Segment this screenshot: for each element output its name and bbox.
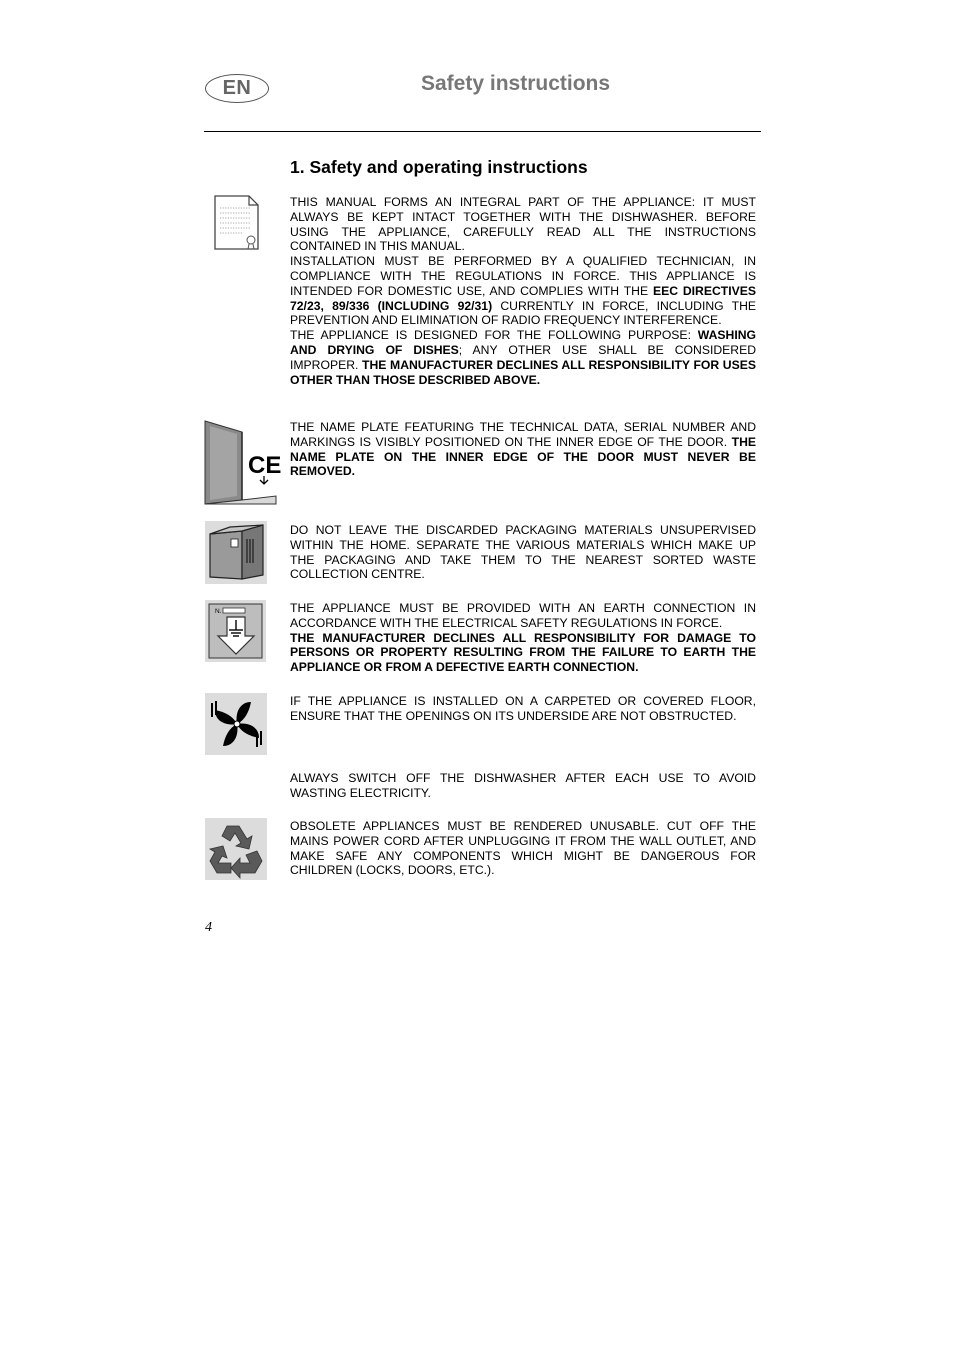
fan-icon	[205, 693, 267, 755]
earth-disclaimer-text: THE MANUFACTURER DECLINES ALL RESPONSIBILITY FOR DAMAGE TO PERSONS OR PROPERTY RESULTING FROM THE FAILURE TO EARTH THE APPLIANCE OR FROM A DEFECTIVE EARTH CONNECTION.	[290, 630, 756, 675]
language-code: EN	[222, 77, 252, 99]
packaging-box-icon	[205, 521, 267, 584]
manual-text-3c: ; ANY OTHER USE SHALL BE CONSIDERED IMPROPER.	[290, 342, 757, 372]
carpet-paragraph: IF THE APPLIANCE IS INSTALLED ON A CARPETED OR COVERED FLOOR, ENSURE THAT THE OPENINGS ON ITS UNDERSIDE ARE NOT OBSTRUCTED.	[290, 694, 756, 723]
manual-text-2c: CURRENTLY IN FORCE, INCLUDING THE PREVENTION AND ELIMINATION OF RADIO FREQUENCY INTERFERENCE.	[290, 298, 757, 328]
earth-text: THE APPLIANCE MUST BE PROVIDED WITH AN EARTH CONNECTION IN ACCORDANCE WITH THE ELECTRICAL SAFETY REGULATIONS IN FORCE.	[290, 601, 756, 630]
ce-mark: CE	[248, 452, 282, 479]
nameplate-text: THE NAME PLATE FEATURING THE TECHNICAL DATA, SERIAL NUMBER AND MARKINGS IS VISIBLY POSITIONED ON THE INNER EDGE OF THE DOOR.	[290, 420, 756, 449]
header-divider	[204, 131, 761, 132]
page-title: Safety instructions	[421, 72, 611, 95]
manual-disclaimer-text: THE MANUFACTURER DECLINES ALL RESPONSIBILITY FOR USES OTHER THAN THOSE DESCRIBED ABOVE.	[290, 357, 757, 387]
manual-text-3: THE APPLIANCE IS DESIGNED FOR THE FOLLOWING PURPOSE:	[290, 328, 698, 343]
manual-paragraph	[290, 195, 756, 387]
nameplate-warning-text: THE NAME PLATE ON THE INNER EDGE OF THE DOOR MUST NEVER BE REMOVED.	[290, 434, 756, 479]
earth-label: N.	[215, 608, 222, 615]
nameplate-paragraph	[290, 420, 756, 479]
manual-text-2: INSTALLATION MUST BE PERFORMED BY A QUALIFIED TECHNICIAN, IN COMPLIANCE WITH THE REGULATIONS IN FORCE. THIS APPLIANCE IS INTENDED FOR DOMESTIC USE, AND COMPLIES WITH THE	[290, 254, 756, 298]
packaging-paragraph: DO NOT LEAVE THE DISCARDED PACKAGING MATERIALS UNSUPERVISED WITHIN THE HOME. SEPARATE THE VARIOUS MATERIALS WHICH MAKE UP THE PACKAGING AND TAKE THEM TO THE NEAREST SORTED WASTE COLLECTION CENTRE.	[290, 523, 756, 582]
purpose-text: WASHING AND DRYING OF DISHES	[290, 328, 756, 357]
manual-text-1: THIS MANUAL FORMS AN INTEGRAL PART OF THE APPLIANCE: IT MUST ALWAYS BE KEPT INTACT TOGETHER WITH THE DISHWASHER. BEFORE USING THE APPLIANCE, CAREFULLY READ ALL THE INSTRUCTIONS CONTAINED IN THIS MANUAL.	[290, 195, 756, 254]
eec-directives-text: EEC DIRECTIVES 72/23, 89/336 (INCLUDING 92/31)	[290, 283, 756, 313]
language-badge	[205, 74, 269, 103]
page-number: 4	[205, 920, 212, 935]
switch-off-paragraph: ALWAYS SWITCH OFF THE DISHWASHER AFTER EACH USE TO AVOID WASTING ELECTRICITY.	[290, 771, 756, 800]
ce-nameplate-icon	[204, 420, 282, 506]
section-heading: 1. Safety and operating instructions	[290, 157, 588, 177]
earth-connection-icon	[205, 600, 266, 662]
document-icon	[213, 194, 260, 251]
earth-paragraph	[290, 601, 756, 675]
recycle-icon	[205, 818, 267, 880]
obsolete-paragraph: OBSOLETE APPLIANCES MUST BE RENDERED UNUSABLE. CUT OFF THE MAINS POWER CORD AFTER UNPLUGGING IT FROM THE WALL OUTLET, AND MAKE SAFE ANY COMPONENTS WHICH MIGHT BE DANGEROUS FOR CHILDREN (LOCKS, DOORS, ETC.).	[290, 819, 756, 878]
